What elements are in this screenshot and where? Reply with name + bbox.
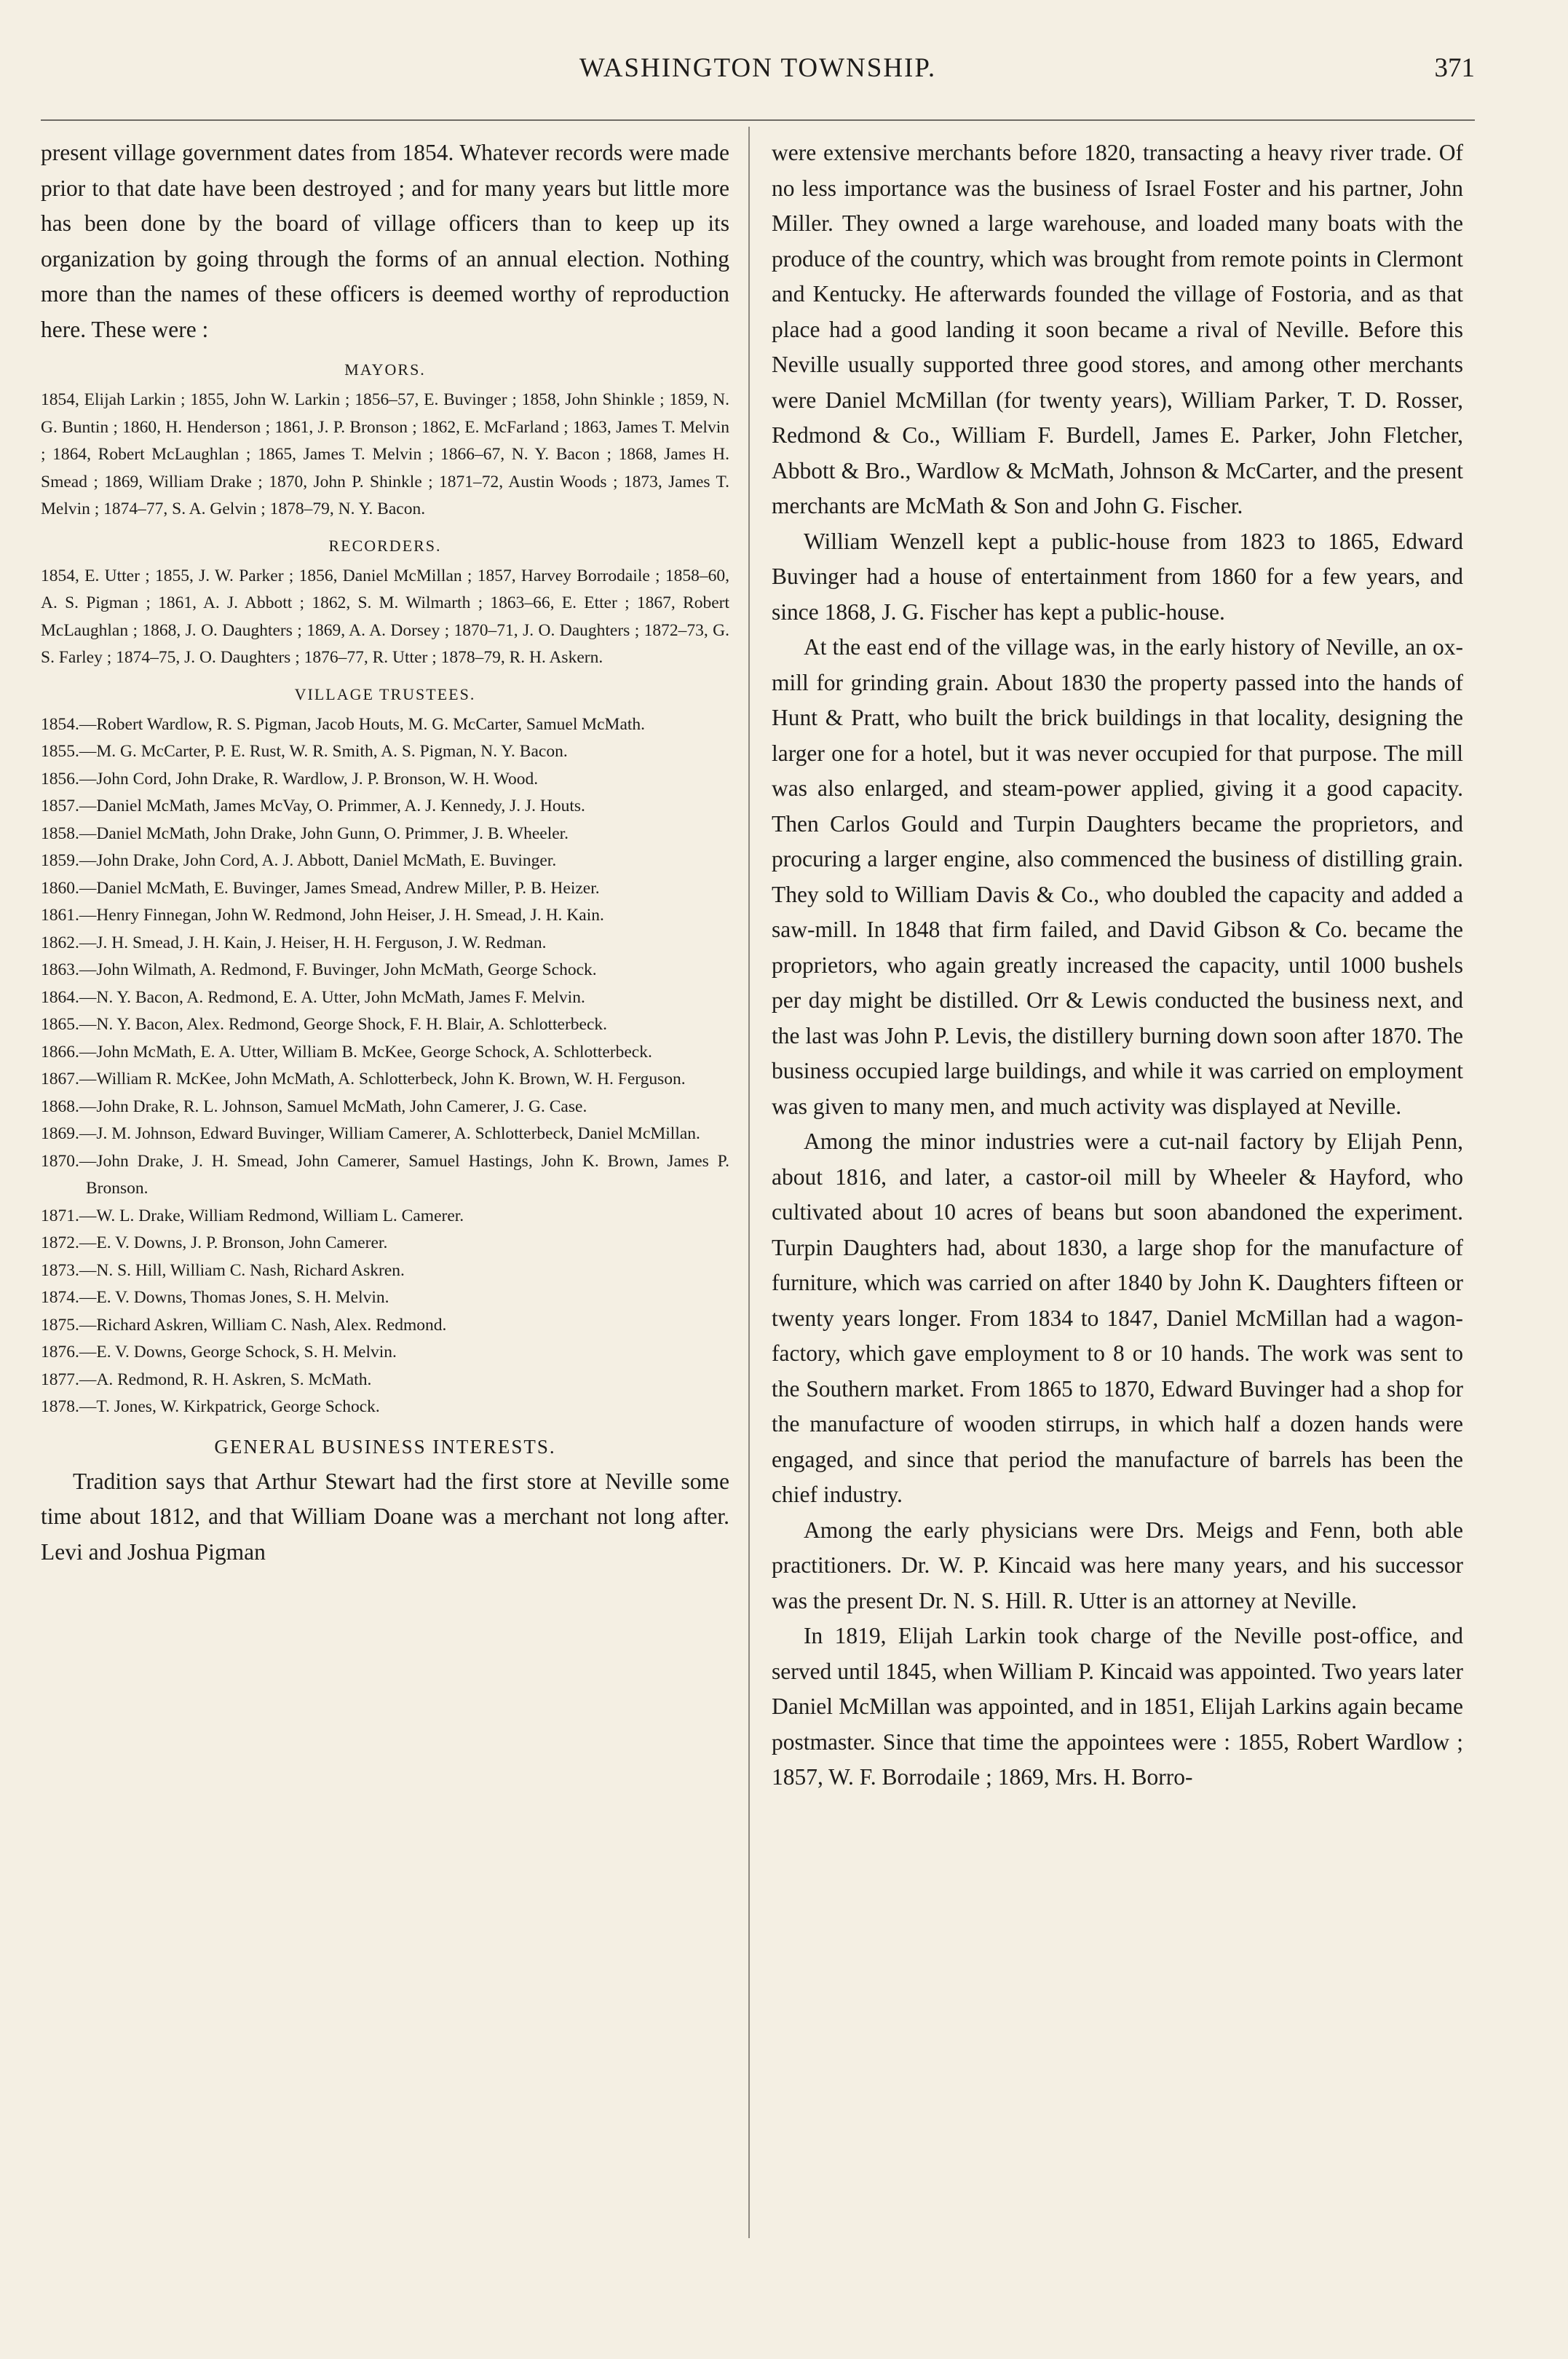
- trustee-entry: 1864.—N. Y. Bacon, A. Redmond, E. A. Utter, John McMath, James F. Melvin.: [41, 987, 585, 1007]
- trustee-entry: 1875.—Richard Askren, William C. Nash, Alex. Redmond.: [41, 1315, 447, 1335]
- left-column: [41, 135, 729, 1570]
- trustee-entry: 1872.—E. V. Downs, J. P. Bronson, John Camerer.: [41, 1233, 388, 1252]
- page-number: 371: [1434, 53, 1475, 83]
- trustee-entry: 1858.—Daniel McMath, John Drake, John Gunn, O. Primmer, J. B. Wheeler.: [41, 823, 569, 843]
- trustee-entry: 1854.—Robert Wardlow, R. S. Pigman, Jacob Houts, M. G. McCarter, Samuel McMath.: [41, 714, 646, 734]
- trustee-entry: 1878.—T. Jones, W. Kirkpatrick, George Schock.: [41, 1397, 380, 1416]
- trustee-entry: 1863.—John Wilmath, A. Redmond, F. Buvinger, John McMath, George Schock.: [41, 960, 597, 979]
- trustee-entry: 1860.—Daniel McMath, E. Buvinger, James Smead, Andrew Miller, P. B. Heizer.: [41, 878, 600, 898]
- column-divider: [748, 127, 750, 2238]
- trustee-entry: 1862.—J. H. Smead, J. H. Kain, J. Heiser, H. H. Ferguson, J. W. Redman.: [41, 933, 547, 952]
- trustees-heading: VILLAGE TRUSTEES.: [294, 684, 476, 703]
- paragraph-minor-industries: Among the minor industries were a cut-nail factory by Elijah Penn, about 1816, and later, a castor-oil mill by Wheeler & Hayford, who cultivated about 10 acres of beans but soon abandoned the experiment. Turpin Daughters had, about 1830, a large shop for the manufacture of furniture, which was carried on after 1840 by John K. Daughters fifteen or twenty years longer. From 1834 to 1847, Daniel McMillan had a wagon-factory, which gave employment to 8 or 10 hands. The work was sent to the Southern market. From 1865 to 1870, Edward Buvinger had a shop for the manufacture of wooden stirrups, in which half a dozen hands were engaged, and since that period the manufacture of barrels has been the chief industry.: [772, 1129, 1463, 1507]
- mayors-list: 1854, Elijah Larkin ; 1855, John W. Larkin ; 1856–57, E. Buvinger ; 1858, John Shinkle ; 1859, N. G. Buntin ; 1860, H. Henderson ; 1861, J. P. Bronson ; 1862, E. McFarland ; 1863, James T. Melvin ; 1864, Robert McLaughlan ; 1865, James T. Melvin ; 1866–67, N. Y. Bacon ; 1868, James H. Smead ; 1869, William Drake ; 1870, John P. Shinkle ; 1871–72, Austin Woods ; 1873, James T. Melvin ; 1874–77, S. A. Gelvin ; 1878–79, N. Y. Bacon.: [41, 390, 729, 518]
- trustee-entry: 1865.—N. Y. Bacon, Alex. Redmond, George Shock, F. H. Blair, A. Schlotterbeck.: [41, 1015, 608, 1034]
- intro-paragraph: present village government dates from 1854. Whatever records were made prior to that date have been destroyed ; and for many years but little more has been done by the board of village officers than to keep up its organization by going through the forms of an annual election. Nothing more than the names of these officers is deemed worthy of reproduction here. These were :: [41, 140, 729, 342]
- trustees-list: [41, 711, 729, 1421]
- paragraph-merchants: were extensive merchants before 1820, transacting a heavy river trade. Of no less importance was the business of Israel Foster and his partner, John Miller. They owned a large warehouse, and loaded many boats with the produce of the country, which was brought from remote points in Clermont and Kentucky. He afterwards founded the village of Fostoria, and as that place had a good landing it soon became a rival of Neville. Before this Neville usually supported three good stores, and among other merchants were Daniel McMillan (for twenty years), William Parker, T. D. Rosser, Redmond & Co., William F. Burdell, James E. Parker, John Fletcher, Abbott & Bro., Wardlow & McMath, Johnson & McCarter, and the present merchants are McMath & Son and John G. Fischer.: [772, 140, 1463, 518]
- right-column: [772, 135, 1463, 1795]
- trustee-entry: 1857.—Daniel McMath, James McVay, O. Primmer, A. J. Kennedy, J. J. Houts.: [41, 797, 585, 815]
- business-paragraph: Tradition says that Arthur Stewart had the first store at Neville some time about 1812, and that William Doane was a merchant not long after. Levi and Joshua Pigman: [41, 1468, 729, 1565]
- paragraph-public-houses: William Wenzell kept a public-house from 1823 to 1865, Edward Buvinger had a house of entertainment from 1860 for a few years, and since 1868, J. G. Fischer has kept a public-house.: [772, 528, 1463, 625]
- recorders-list: 1854, E. Utter ; 1855, J. W. Parker ; 1856, Daniel McMillan ; 1857, Harvey Borrodaile ; 1858–60, A. S. Pigman ; 1861, A. J. Abbott ; 1862, S. M. Wilmarth ; 1863–66, E. Etter ; 1867, Robert McLaughlan ; 1868, J. O. Daughters ; 1869, A. A. Dorsey ; 1870–71, J. O. Daughters ; 1872–73, G. S. Farley ; 1874–75, J. O. Daughters ; 1876–77, R. Utter ; 1878–79, R. H. Askern.: [41, 566, 729, 667]
- trustee-entry: 1870.—John Drake, J. H. Smead, John Camerer, Samuel Hastings, John K. Brown, James P. Bronson.: [41, 1151, 729, 1198]
- trustee-entry: 1876.—E. V. Downs, George Schock, S. H. Melvin.: [41, 1343, 397, 1362]
- page-header: [41, 52, 1475, 96]
- trustee-entry: 1866.—John McMath, E. A. Utter, William B. McKee, George Schock, A. Schlotterbeck.: [41, 1042, 652, 1062]
- trustee-entry: 1874.—E. V. Downs, Thomas Jones, S. H. Melvin.: [41, 1288, 389, 1307]
- paragraph-physicians: Among the early physicians were Drs. Meigs and Fenn, both able practitioners. Dr. W. P. Kincaid was here many years, and his successor was the present Dr. N. S. Hill. R. Utter is an attorney at Neville.: [772, 1517, 1463, 1613]
- trustee-entry: 1867.—William R. McKee, John McMath, A. Schlotterbeck, John K. Brown, W. H. Ferguson.: [41, 1070, 686, 1088]
- trustee-entry: 1855.—M. G. McCarter, P. E. Rust, W. R. Smith, A. S. Pigman, N. Y. Bacon.: [41, 742, 568, 761]
- business-heading: GENERAL BUSINESS INTERESTS.: [214, 1435, 556, 1458]
- paragraph-post-office: In 1819, Elijah Larkin took charge of the Neville post-office, and served until 1845, when William P. Kincaid was appointed. Two years later Daniel McMillan was appointed, and in 1851, Elijah Larkins again became postmaster. Since that time the appointees were : 1855, Robert Wardlow ; 1857, W. F. Borrodaile ; 1869, Mrs. H. Borro-: [772, 1623, 1463, 1790]
- trustee-entry: 1873.—N. S. Hill, William C. Nash, Richard Askren.: [41, 1260, 405, 1280]
- paragraph-mill: At the east end of the village was, in the early history of Neville, an ox-mill for grinding grain. About 1830 the property passed into the hands of Hunt & Pratt, who built the brick buildings in that locality, designing the larger one for a hotel, but it was never occupied for that purpose. The mill was also enlarged, and steam-power applied, giving it a good capacity. Then Carlos Gould and Turpin Daughters became the proprietors, and procuring a larger engine, also commenced the business of distilling grain. They sold to William Davis & Co., who doubled the capacity and added a saw-mill. In 1848 that firm failed, and David Gibson & Co. became the proprietors, who again greatly increased the capacity, until 1000 bushels per day might be distilled. Orr & Lewis conducted the business next, and the last was John P. Levis, the distillery burning down soon after 1870. The business occupied large buildings, and while it was carried on employment was given to many men, and much activity was displayed at Neville.: [772, 634, 1463, 1119]
- trustee-entry: 1877.—A. Redmond, R. H. Askren, S. McMath.: [41, 1370, 372, 1389]
- trustee-entry: 1871.—W. L. Drake, William Redmond, William L. Camerer.: [41, 1206, 464, 1225]
- running-title: WASHINGTON TOWNSHIP.: [579, 53, 937, 83]
- header-rule: [41, 119, 1475, 121]
- recorders-heading: RECORDERS.: [328, 536, 442, 555]
- mayors-heading: MAYORS.: [344, 360, 426, 379]
- trustee-entry: 1868.—John Drake, R. L. Johnson, Samuel McMath, John Camerer, J. G. Case.: [41, 1096, 587, 1116]
- trustee-entry: 1861.—Henry Finnegan, John W. Redmond, John Heiser, J. H. Smead, J. H. Kain.: [41, 906, 604, 925]
- trustee-entry: 1856.—John Cord, John Drake, R. Wardlow, J. P. Bronson, W. H. Wood.: [41, 769, 539, 789]
- trustee-entry: 1859.—John Drake, John Cord, A. J. Abbott, Daniel McMath, E. Buvinger.: [41, 851, 557, 870]
- trustee-entry: 1869.—J. M. Johnson, Edward Buvinger, William Camerer, A. Schlotterbeck, Daniel McMillan.: [41, 1124, 700, 1143]
